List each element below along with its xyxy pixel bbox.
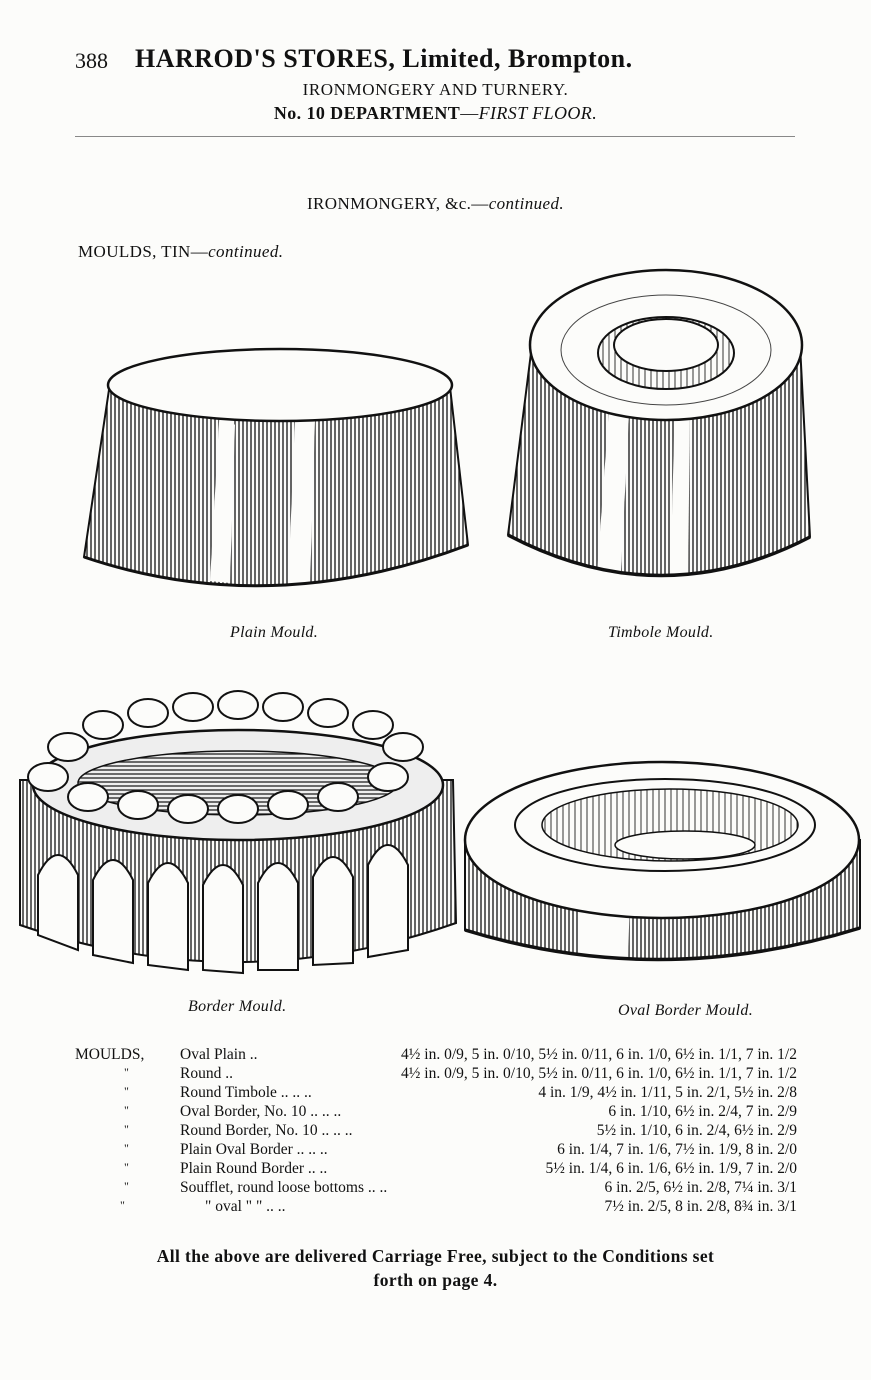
- price-row: [0, 1141, 871, 1160]
- ditto-mark: ": [124, 1084, 129, 1098]
- price-row: [0, 1084, 871, 1103]
- border-mould-illustration: [18, 685, 458, 985]
- ditto-mark: ": [124, 1141, 129, 1155]
- item-name: Round Border, No. 10 .. .. ..: [180, 1122, 353, 1139]
- plain-mould-illustration: [70, 335, 480, 610]
- delivery-note-line1: All the above are delivered Carriage Free, subject to the Conditions set: [156, 1246, 715, 1266]
- item-name: Round Timbole .. .. ..: [180, 1084, 312, 1101]
- price-row: [0, 1179, 871, 1198]
- section-subtitle-suffix: continued.: [208, 242, 284, 261]
- item-sizes: 7½ in. 2/5, 8 in. 2/8, 8¾ in. 3/1: [604, 1198, 797, 1215]
- ditto-mark: ": [124, 1179, 129, 1193]
- item-name: Round ..: [180, 1065, 233, 1082]
- price-row: [0, 1160, 871, 1179]
- department-floor: FIRST FLOOR.: [478, 103, 598, 123]
- item-sizes: 6 in. 1/10, 6½ in. 2/4, 7 in. 2/9: [608, 1103, 797, 1120]
- store-name: HARROD'S STORES, Limited, Brompton.: [135, 44, 633, 73]
- section-title: [0, 194, 871, 214]
- item-name: Plain Round Border .. ..: [180, 1160, 328, 1177]
- timbole-mould-caption: Timbole Mould.: [608, 624, 714, 641]
- ditto-mark: ": [124, 1160, 129, 1174]
- ditto-mark: ": [120, 1198, 125, 1212]
- item-sizes: 6 in. 2/5, 6½ in. 2/8, 7¼ in. 3/1: [604, 1179, 797, 1196]
- timbole-mould-illustration: [500, 265, 820, 610]
- header-divider: [75, 136, 795, 137]
- section-title-text: IRONMONGERY, &c.—: [307, 194, 489, 213]
- ditto-mark: ": [124, 1122, 129, 1136]
- item-sizes: 4½ in. 0/9, 5 in. 0/10, 5½ in. 0/11, 6 in. 1/0, 6½ in. 1/1, 7 in. 1/2: [401, 1065, 797, 1082]
- department-number: No. 10 DEPARTMENT: [273, 103, 461, 123]
- item-sizes: 5½ in. 1/4, 6 in. 1/6, 6½ in. 1/9, 7 in. 2/0: [545, 1160, 797, 1177]
- price-row: [0, 1065, 871, 1084]
- border-mould-caption: Border Mould.: [188, 998, 287, 1015]
- delivery-note-line2: forth on page 4.: [373, 1270, 498, 1290]
- delivery-note: [0, 1244, 871, 1292]
- page-number: 388: [75, 48, 108, 73]
- oval-border-mould-caption: Oval Border Mould.: [618, 1002, 754, 1019]
- item-name: Soufflet, round loose bottoms .. ..: [180, 1179, 388, 1196]
- plain-mould-caption: Plain Mould.: [230, 624, 319, 641]
- department-subheading: IRONMONGERY AND TURNERY.: [302, 80, 569, 99]
- section-title-suffix: continued.: [488, 194, 564, 213]
- price-row: [0, 1198, 871, 1217]
- item-name: Oval Plain ..: [180, 1046, 258, 1063]
- price-row: [0, 1122, 871, 1141]
- item-sizes: 5½ in. 1/10, 6 in. 2/4, 6½ in. 2/9: [596, 1122, 797, 1139]
- price-row: [0, 1103, 871, 1122]
- item-sizes: 6 in. 1/4, 7 in. 1/6, 7½ in. 1/9, 8 in. 2/0: [557, 1141, 797, 1158]
- ditto-mark: ": [124, 1065, 129, 1079]
- item-name: " oval " " .. ..: [205, 1198, 286, 1215]
- item-sizes: 4 in. 1/9, 4½ in. 1/11, 5 in. 2/1, 5½ in. 2/8: [538, 1084, 797, 1101]
- price-row: [0, 1046, 871, 1065]
- section-subtitle: [78, 242, 283, 262]
- item-name: Plain Oval Border .. .. ..: [180, 1141, 328, 1158]
- department-line: No. 10 DEPARTMENT—FIRST FLOOR.: [273, 103, 598, 123]
- price-list-heading: MOULDS,: [75, 1046, 145, 1063]
- section-subtitle-text: MOULDS, TIN—: [78, 242, 209, 261]
- item-name: Oval Border, No. 10 .. .. ..: [180, 1103, 342, 1120]
- oval-border-mould-illustration: [460, 740, 865, 980]
- item-sizes: 4½ in. 0/9, 5 in. 0/10, 5½ in. 0/11, 6 in. 1/0, 6½ in. 1/1, 7 in. 1/2: [401, 1046, 797, 1063]
- ditto-mark: ": [124, 1103, 129, 1117]
